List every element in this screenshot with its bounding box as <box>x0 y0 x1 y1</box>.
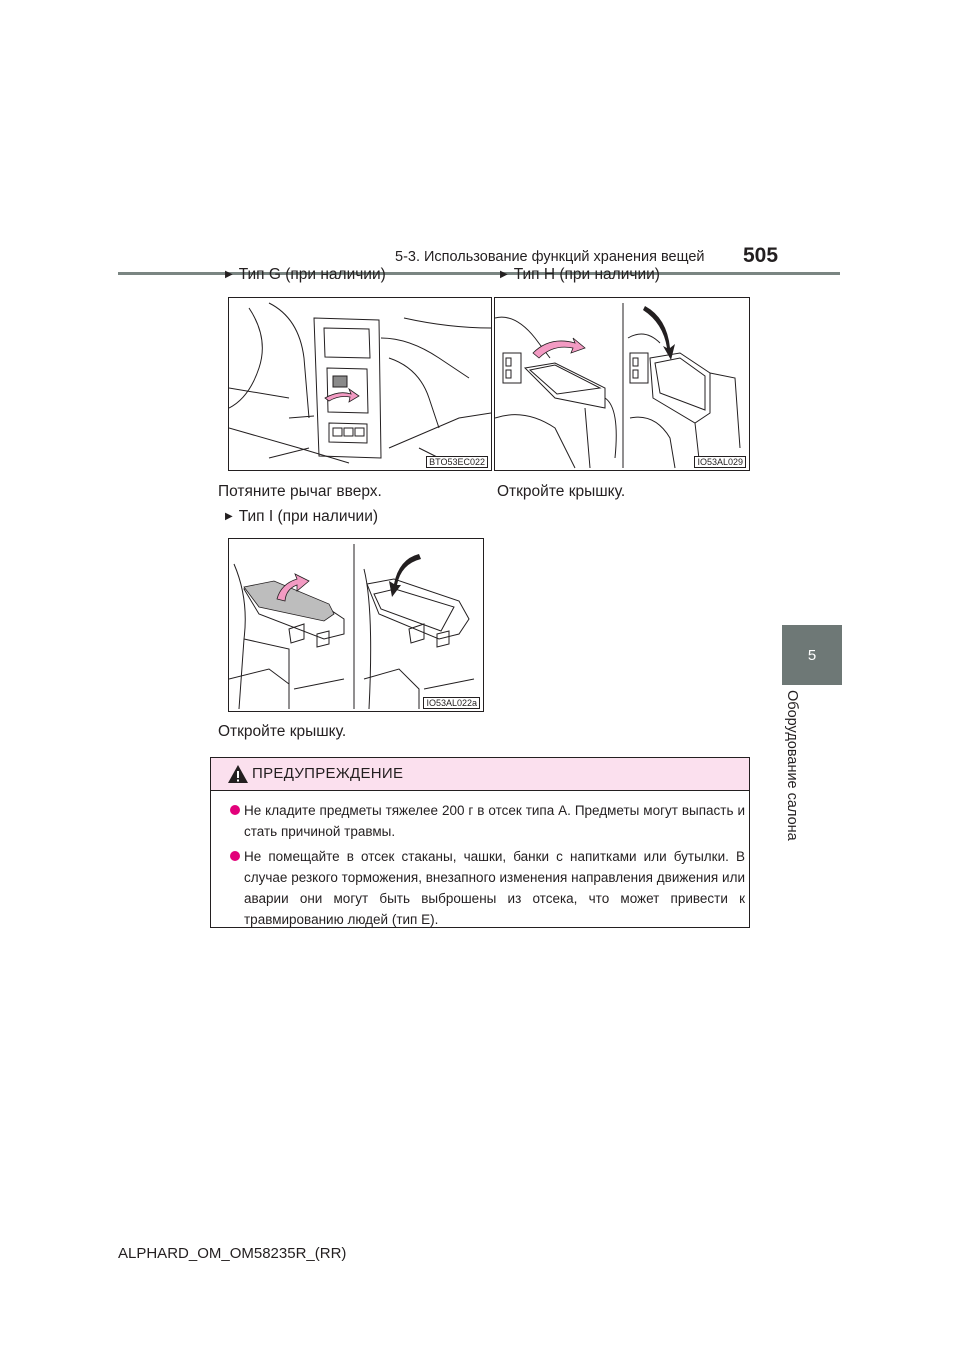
bullet-dot-icon <box>230 851 240 861</box>
type-i-label <box>225 508 378 526</box>
figure-code: IO53AL029 <box>694 456 746 468</box>
type-h-label <box>500 266 660 284</box>
figure-type-h <box>494 297 750 471</box>
type-g-caption: Потяните рычаг вверх. <box>218 483 382 500</box>
compartment-lid-illustration <box>495 298 749 470</box>
chapter-title <box>784 690 802 840</box>
warning-item <box>230 800 745 842</box>
type-h-label-text: Тип H (при наличии) <box>513 266 660 283</box>
warning-item-text: Не кладите предметы тяжелее 200 г в отсек типа А. Предметы могут выпасть и стать причиной травмы. <box>244 803 745 839</box>
figure-code: IO53AL022a <box>423 697 480 709</box>
figure-code: BTO53EC022 <box>426 456 488 468</box>
figure-type-g <box>228 297 492 471</box>
chapter-tab[interactable] <box>782 625 842 685</box>
console-lever-illustration <box>229 298 491 470</box>
type-h-caption: Откройте крышку. <box>497 483 626 500</box>
section-header: 5-3. Использование функций хранения вещей <box>395 249 705 265</box>
type-g-label-text: Тип G (при наличии) <box>238 266 386 283</box>
triangle-bullet-icon: ▶ <box>225 269 233 280</box>
figure-type-i <box>228 538 484 712</box>
type-i-caption: Откройте крышку. <box>218 723 347 740</box>
chapter-number: 5 <box>807 646 817 664</box>
triangle-bullet-icon: ▶ <box>225 511 233 522</box>
warning-item <box>230 846 745 930</box>
warning-box <box>210 757 750 928</box>
warning-triangle-icon <box>227 763 249 785</box>
page-number: 505 <box>743 244 779 267</box>
warning-item-text: Не помещайте в отсек стаканы, чашки, банки с напитками или бутылки. В случае резкого торможения, внезапного изменения направления движения или аварии они могут быть выброшены из отсека, что может привести к травмированию людей (тип E). <box>244 849 745 927</box>
warning-header <box>211 758 749 791</box>
document-code: ALPHARD_OM_OM58235R_(RR) <box>118 1245 347 1262</box>
bullet-dot-icon <box>230 805 240 815</box>
armrest-lid-illustration <box>229 539 483 711</box>
warning-title: ПРЕДУПРЕЖДЕНИЕ <box>252 765 404 782</box>
type-g-label <box>225 266 386 284</box>
chapter-title-text: Оборудование салона <box>784 690 800 841</box>
type-i-label-text: Тип I (при наличии) <box>238 508 379 525</box>
triangle-bullet-icon: ▶ <box>500 269 508 280</box>
